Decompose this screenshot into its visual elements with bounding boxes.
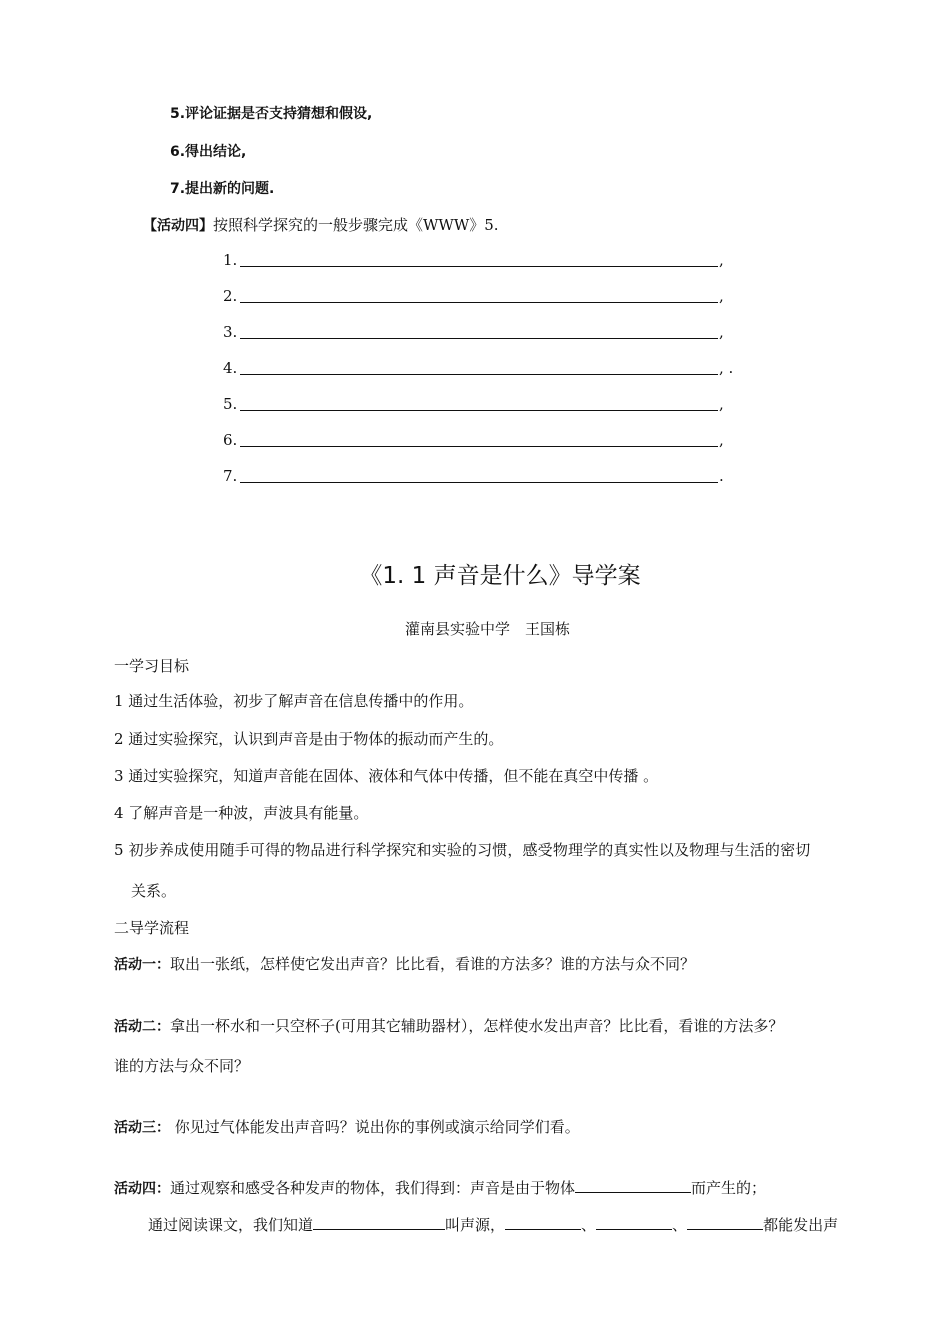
goal-3: 3 通过实验探究，知道声音能在固体、液体和气体中传播，但不能在真空中传播 。 [114, 767, 659, 785]
act1-label: 活动一： [114, 957, 170, 973]
fill-line-blank[interactable] [240, 338, 718, 339]
fill-line-end: , [719, 395, 724, 413]
fill-line-end: , [719, 431, 724, 449]
act4-line2-c: 都能发出声 [763, 1216, 839, 1234]
step-6: 6.得出结论, [170, 144, 247, 160]
act3 [114, 1116, 580, 1137]
act3-label: 活动三： [114, 1120, 170, 1136]
fill-line-number: 5. [223, 395, 238, 413]
doc-title: 《1. 1 声音是什么》导学案 [359, 563, 641, 589]
act4 [114, 1177, 766, 1198]
fill-line-end: . [719, 467, 724, 485]
activity4-label: 【活动四】 [143, 218, 213, 234]
goal-1: 1 通过生活体验，初步了解声音在信息传播中的作用。 [114, 692, 474, 710]
goal-5: 5 初步养成使用随手可得的物品进行科学探究和实验的习惯，感受物理学的真实性以及物理与生活的密切 [114, 841, 811, 859]
act4-text-a: 通过观察和感受各种发声的物体，我们得到：声音是由于物体 [170, 1179, 576, 1197]
fill-line-blank[interactable] [240, 446, 718, 447]
act2-label: 活动二： [114, 1019, 170, 1035]
act3-text: 你见过气体能发出声音吗？说出你的事例或演示给同学们看。 [170, 1118, 580, 1136]
fill-line-number: 7. [223, 467, 238, 485]
act4-label: 活动四： [114, 1181, 170, 1197]
act4-blank-1[interactable] [575, 1177, 691, 1193]
fill-line-blank[interactable] [240, 302, 718, 303]
act4-sep-2: 、 [672, 1216, 688, 1234]
act2-text: 拿出一杯水和一只空杯子(可用其它辅助器材），怎样使水发出声音？比比看，看谁的方法多？ [170, 1017, 784, 1035]
fill-line-number: 2. [223, 287, 238, 305]
act4-line2-a: 通过阅读课文，我们知道 [148, 1216, 314, 1234]
act4-blank-3[interactable] [505, 1214, 581, 1230]
act1 [114, 953, 695, 974]
fill-line-end: , [719, 323, 724, 341]
act1-text: 取出一张纸，怎样使它发出声音？比比看，看谁的方法多？谁的方法与众不同？ [170, 955, 696, 973]
act2 [114, 1015, 783, 1036]
fill-line-end: , [719, 287, 724, 305]
section1-heading: 一学习目标 [114, 657, 190, 675]
fill-line-blank[interactable] [240, 482, 718, 483]
goal-5-cont: 关系。 [131, 882, 177, 900]
goal-2: 2 通过实验探究，认识到声音是由于物体的振动而产生的。 [114, 730, 504, 748]
fill-line-blank[interactable] [240, 410, 718, 411]
fill-line-number: 6. [223, 431, 238, 449]
fill-line-end: , . [719, 359, 734, 377]
act4-blank-2[interactable] [313, 1214, 445, 1230]
fill-line-number: 3. [223, 323, 238, 341]
act4-blank-4[interactable] [596, 1214, 672, 1230]
act4-text-b: 而产生的； [691, 1179, 767, 1197]
goal-4: 4 了解声音是一种波，声波具有能量。 [114, 804, 369, 822]
act4-line2 [148, 1214, 838, 1235]
author: 灌南县实验中学 王国栋 [405, 620, 571, 638]
activity4-intro [143, 214, 499, 235]
step-5: 5.评论证据是否支持猜想和假设, [170, 106, 373, 122]
act4-blank-5[interactable] [687, 1214, 763, 1230]
fill-line-blank[interactable] [240, 374, 718, 375]
activity4-text: 按照科学探究的一般步骤完成《WWW》5. [213, 216, 499, 234]
act4-sep-1: 、 [581, 1216, 597, 1234]
step-7: 7.提出新的问题. [170, 181, 275, 197]
section2-heading: 二导学流程 [114, 919, 190, 937]
act4-line2-b: 叫声源， [445, 1216, 506, 1234]
fill-line-number: 4. [223, 359, 238, 377]
fill-line-number: 1. [223, 251, 238, 269]
act2-text2: 谁的方法与众不同？ [114, 1057, 250, 1075]
fill-line-end: , [719, 251, 724, 269]
fill-line-blank[interactable] [240, 266, 718, 267]
